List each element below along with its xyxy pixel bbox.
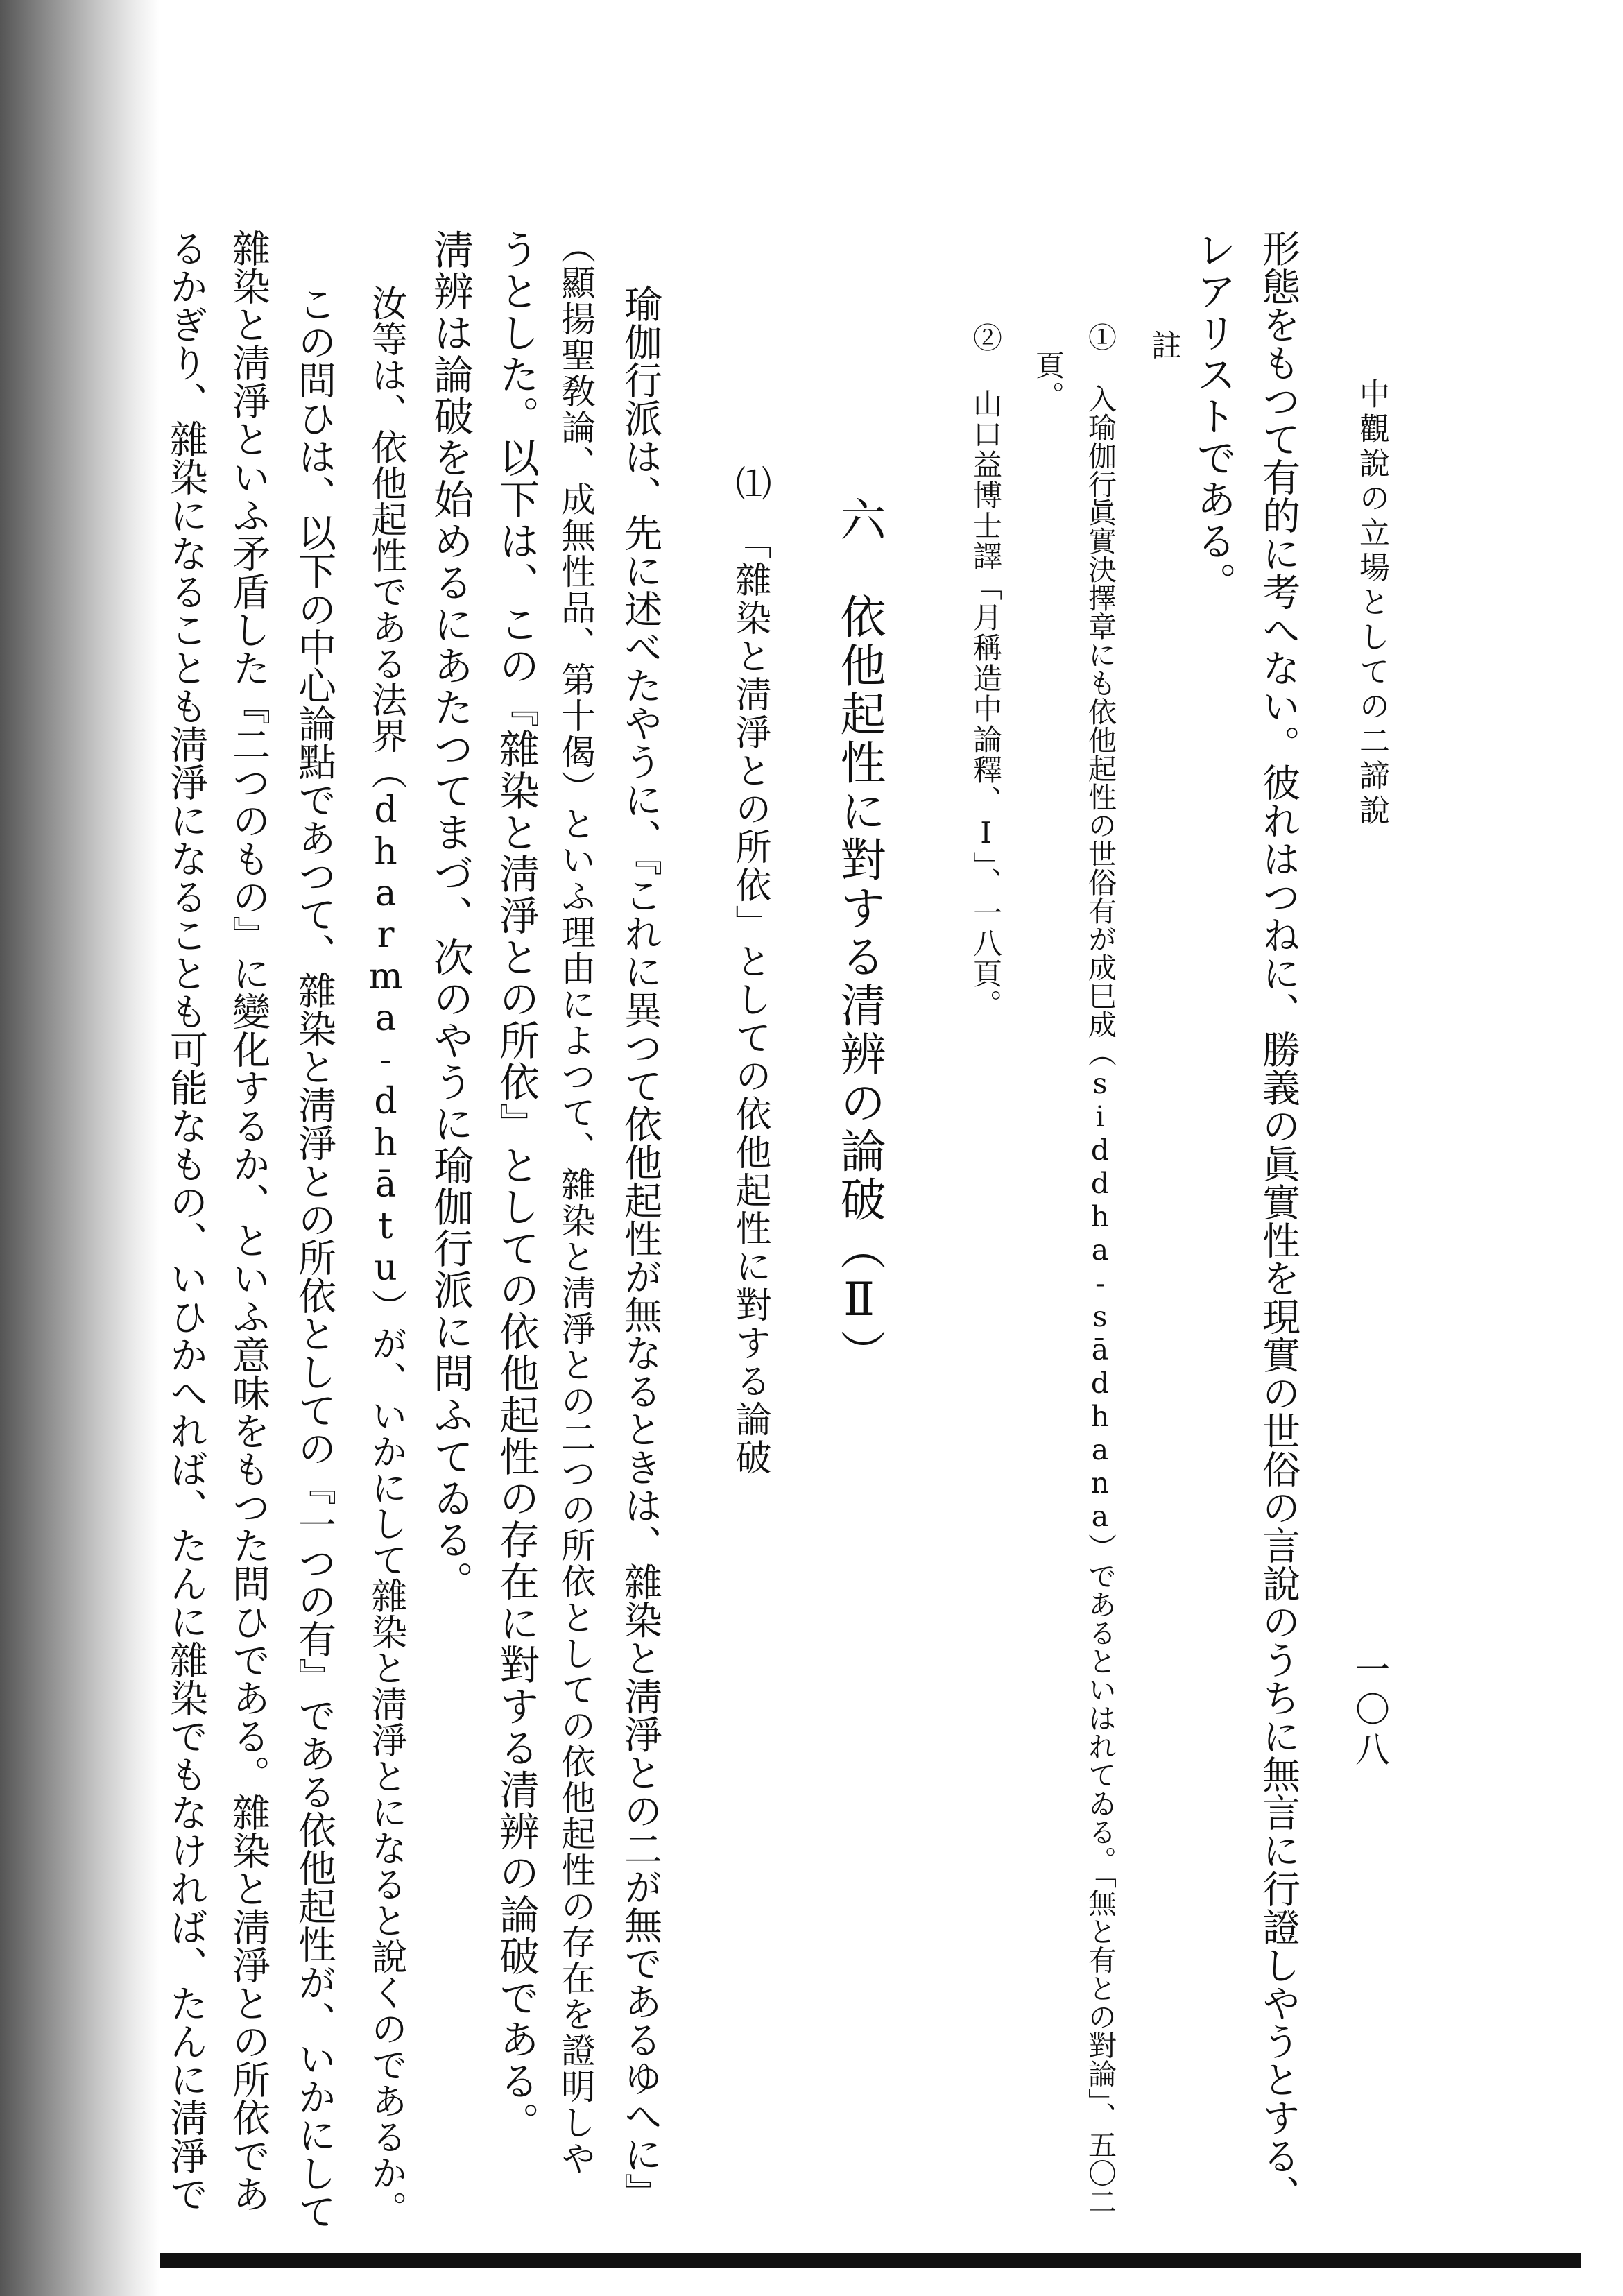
notes-heading: 註	[1146, 329, 1181, 360]
note-line: ① 入瑜伽行眞實決擇章にも依他起性の世俗有が成巳成（siddha-sādhana）であるといはれてゐる。「無と有との對論」、五〇二	[1083, 323, 1117, 2216]
intro-line: レアリストである。	[1190, 229, 1237, 603]
body-line: 汝等は、依他起性である法界（dharma-dhātu）が、いかにして雜染と淸淨とになると說くのであるか。	[365, 284, 406, 2227]
binding-shadow	[0, 0, 160, 2296]
bottom-rule	[160, 2253, 1581, 2268]
body-line: うとした。以下は、この『雜染と淸淨との所依』としての依他起性の存在に對する清辨の論破である。	[492, 229, 540, 2143]
intro-line: 形態をもつて有的に考へない。彼れはつねに、勝義の眞實性を現實の世俗の言說のうちに無言に行證しやうとする、	[1256, 229, 1300, 2213]
body-line: 淸辨は論破を始めるにあたつてまづ、次のやうに瑜伽行派に問ふてゐる。	[427, 229, 474, 1602]
running-header: 中觀說の立場としての二諦說	[1354, 378, 1389, 829]
note-line: 頁。	[1031, 350, 1065, 411]
body-line: るかぎり、雜染になることも淸淨になることも可能なもの、いひかへれば、たんに雜染でもなければ、たんに淸淨で	[164, 229, 208, 2213]
body-line: この問ひは、以下の中心論點であつて、雜染と淸淨との所依としての『一つの有』である依他起性が、いかにして	[292, 284, 336, 2230]
subsection-heading: ⑴ 「雜染と淸淨との所依」としての依他起性に對する論破	[729, 465, 771, 1477]
body-line: 瑜伽行派は、先に述べたやうに、『これに異つて依他起性が無なるときは、雜染と淸淨との二が無であるゆへに』	[618, 284, 662, 2211]
body-line: 雜染と淸淨といふ矛盾した『二つのもの』に變化するか、といふ意味をもつた問ひである。雜染と淸淨との所依であ	[226, 229, 270, 2213]
note-line: ② 山口益博士譯「月稱造中論釋、I」、一八頁。	[969, 323, 1003, 1020]
section-heading: 六 依他起性に對する清辨の論破（Ⅱ）	[832, 496, 886, 1378]
body-line: （顯揚聖敎論、成無性品、第十偈）といふ理由によつて、雜染と淸淨との二つの所依としての依他起性の存在を證明しや	[556, 229, 596, 2177]
page-number: 一〇八	[1350, 1651, 1390, 1772]
